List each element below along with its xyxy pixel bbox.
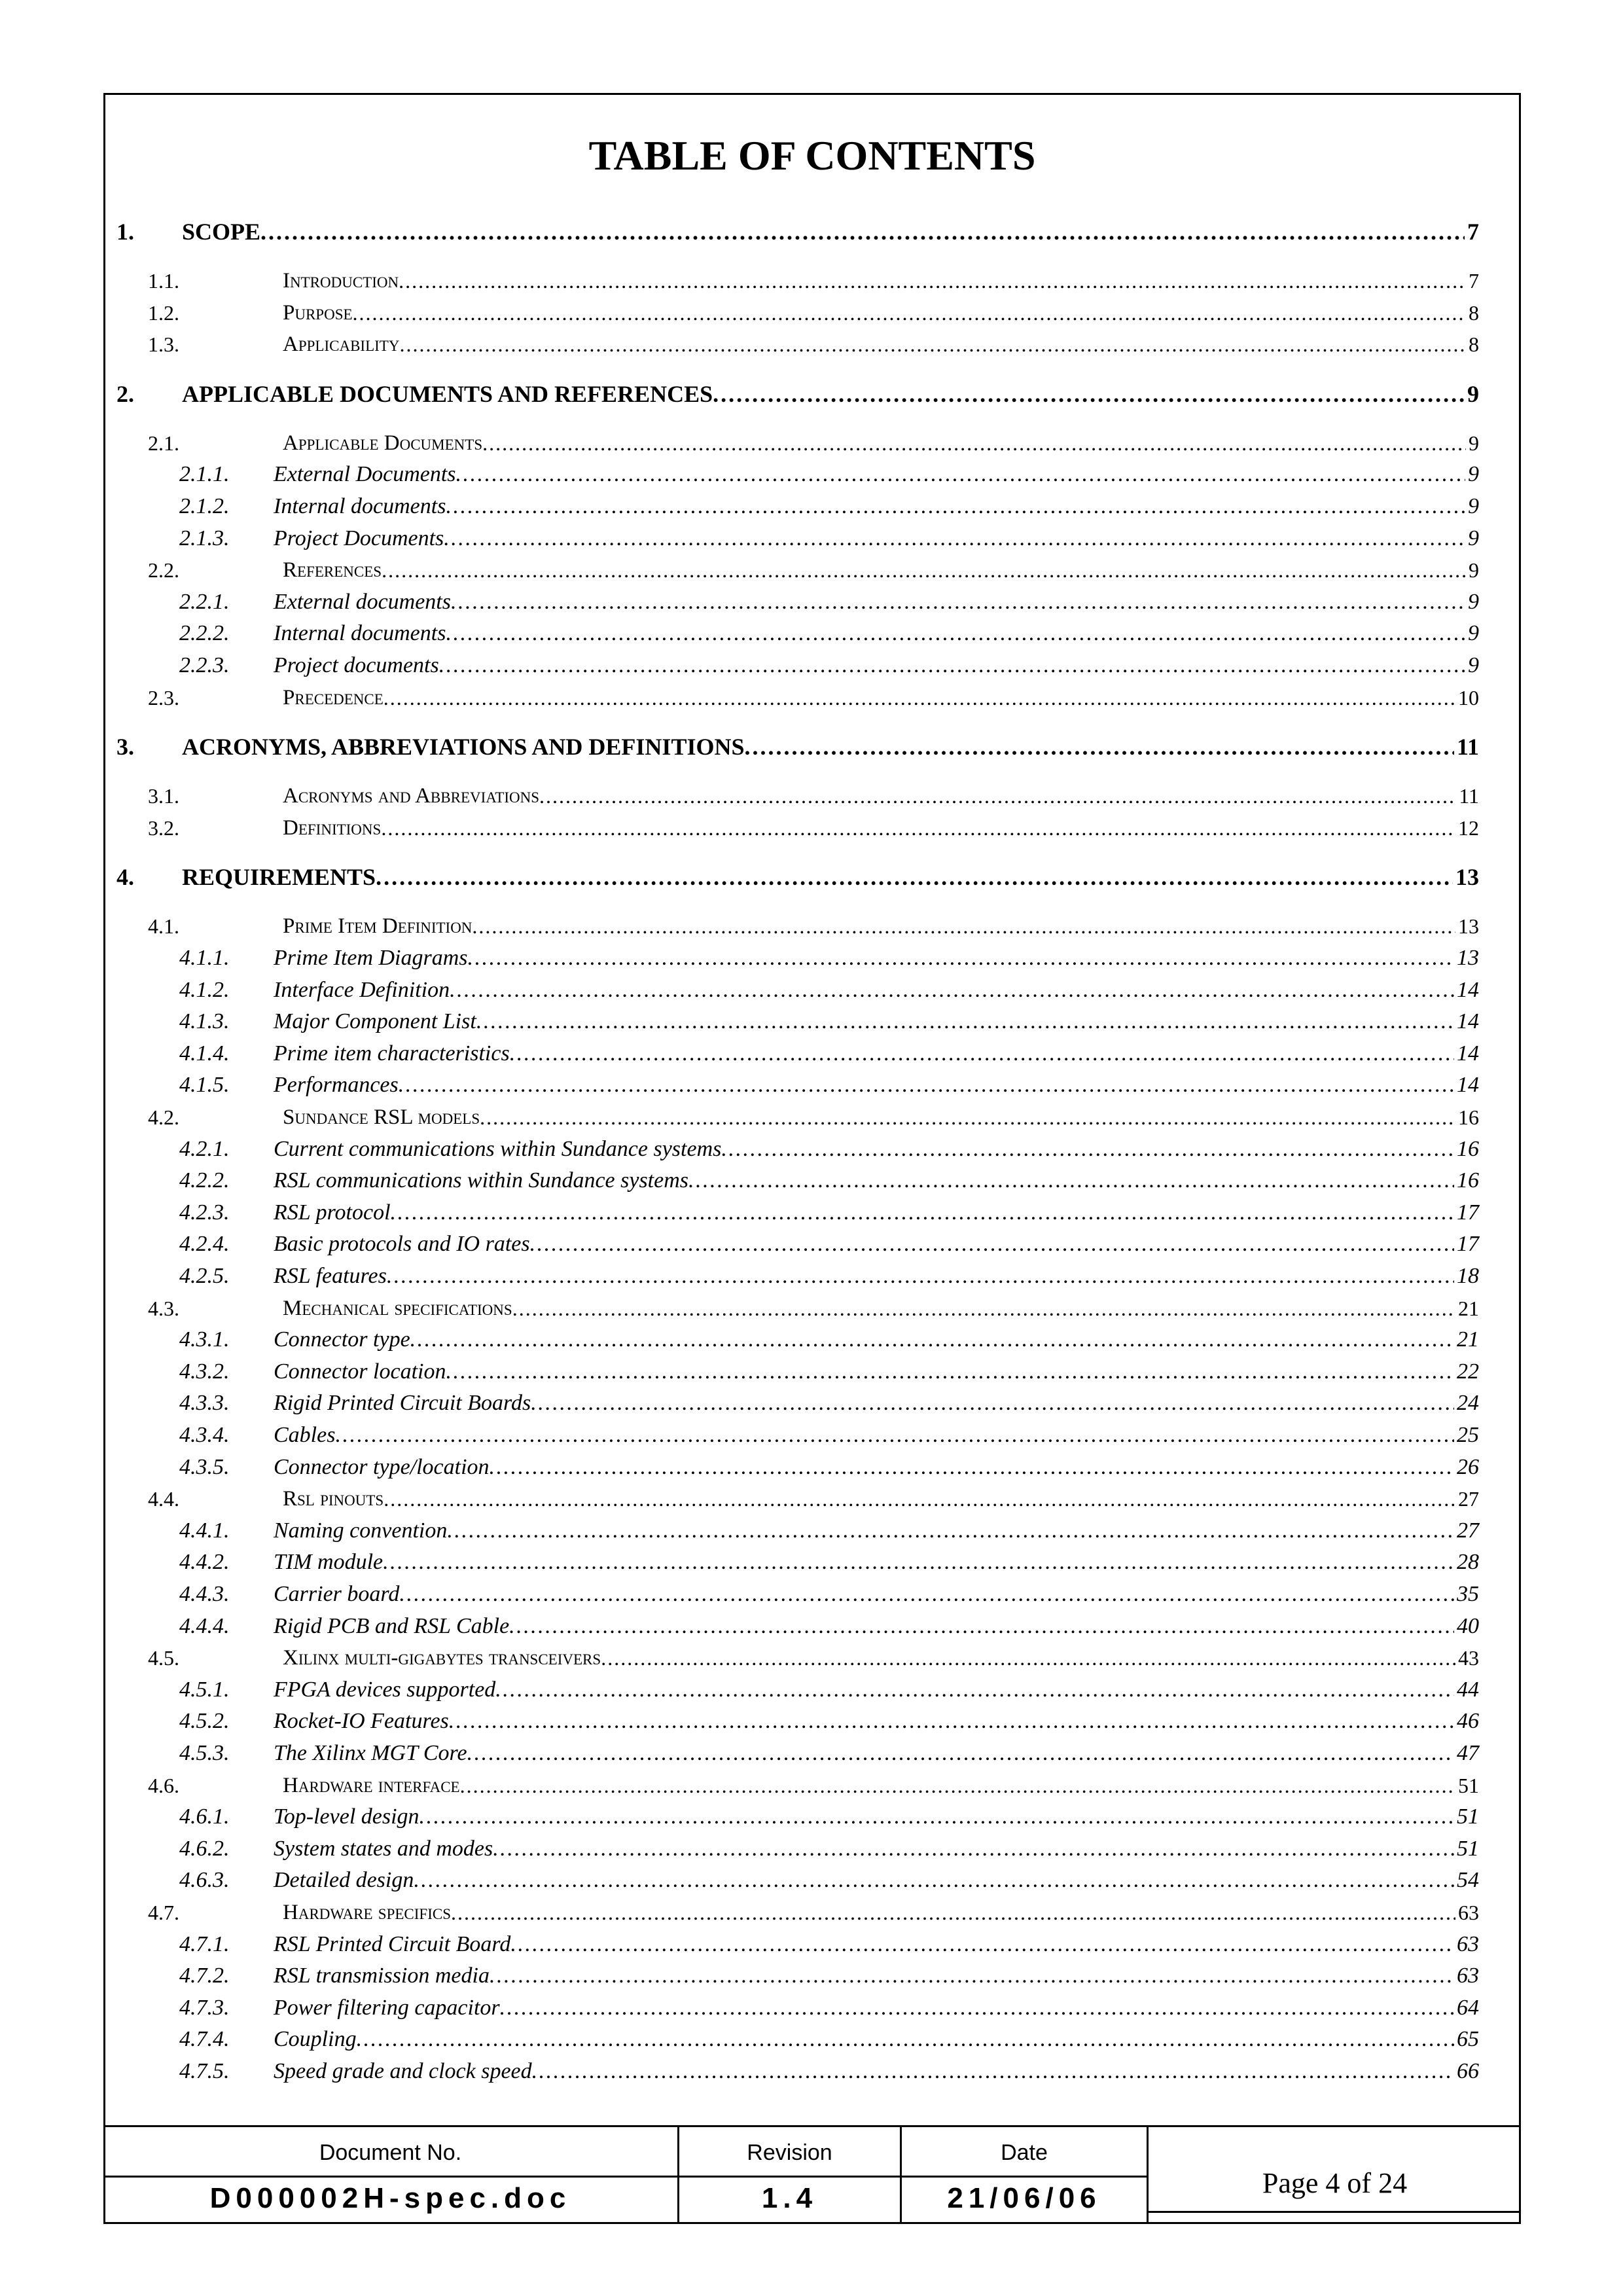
toc-entry-title: Interface Definition — [274, 977, 450, 1002]
toc-entry-title: SCOPE — [182, 219, 261, 245]
toc-entry-page: 44 — [1457, 1677, 1479, 1702]
toc-entry-page: 47 — [1457, 1741, 1479, 1765]
toc-entry-title: Naming convention — [274, 1518, 448, 1543]
toc-dot-leader — [391, 1198, 1454, 1228]
toc-entry[interactable] — [116, 2022, 1479, 2054]
toc-entry-page: 16 — [1458, 1105, 1479, 1129]
toc-entry[interactable] — [116, 1386, 1479, 1418]
toc-entry-title: External documents — [274, 589, 451, 614]
toc-entry[interactable] — [116, 1704, 1479, 1736]
footer-divider — [1149, 2211, 1521, 2213]
toc-dot-leader — [335, 1420, 1454, 1450]
toc-entry[interactable] — [116, 552, 1479, 585]
toc-entry-page: 21 — [1457, 1327, 1479, 1352]
toc-entry-number: 4.3. — [148, 1296, 179, 1320]
toc-entry-number: 1.1. — [148, 269, 179, 293]
toc-entry-title: RSL transmission media — [274, 1964, 490, 1988]
toc-entry-title: Rigid PCB and RSL Cable — [274, 1613, 510, 1638]
toc-entry-number: 2.3. — [148, 685, 179, 709]
toc-dot-leader — [410, 1325, 1454, 1355]
toc-entry-title: The Xilinx MGT Core — [274, 1741, 467, 1765]
page-number-box — [1147, 2127, 1521, 2224]
toc-entry-title: Hardware specifics — [283, 1901, 452, 1924]
toc-entry-page: 64 — [1457, 1995, 1479, 2020]
toc-entry[interactable] — [116, 860, 1479, 893]
toc-entry-title: Carrier board — [274, 1582, 400, 1606]
toc-entry-page: 9 — [1468, 526, 1479, 550]
toc-entry-title: Major Component List — [274, 1009, 476, 1034]
toc-entry-page: 9 — [1469, 431, 1479, 455]
toc-entry-title: Purpose — [283, 300, 353, 325]
toc-entry[interactable] — [116, 1863, 1479, 1895]
toc-entry-title: Project documents — [274, 653, 439, 677]
toc-entry-title: System states and modes — [274, 1836, 493, 1861]
toc-entry-number: 3.2. — [148, 816, 179, 840]
toc-entry-page: 43 — [1458, 1646, 1479, 1670]
toc-entry-title: Current communications within Sundance systems — [274, 1136, 722, 1161]
toc-entry[interactable] — [116, 1768, 1479, 1801]
toc-entry-title: Prime item characteristics — [274, 1041, 510, 1066]
toc-entry-title: RSL Printed Circuit Board — [274, 1931, 511, 1956]
toc-entry[interactable] — [116, 1545, 1479, 1577]
toc-dot-leader — [480, 1102, 1455, 1132]
toc-entry[interactable] — [116, 457, 1479, 490]
document-number-label: Document No. — [319, 2140, 462, 2165]
toc-entry-number: 2.1. — [148, 431, 179, 455]
toc-entry-title: Coupling — [274, 2027, 357, 2052]
toc-entry-title: ACRONYMS, ABBREVIATIONS AND DEFINITIONS — [182, 734, 745, 761]
toc-entry-title: Detailed design — [274, 1868, 414, 1893]
toc-entry[interactable] — [116, 1418, 1479, 1450]
toc-entry-number: 4.3.3. — [179, 1391, 230, 1416]
toc-entry[interactable] — [116, 1736, 1479, 1768]
toc-entry-page: 63 — [1457, 1964, 1479, 1988]
revision-label: Revision — [747, 2140, 832, 2165]
toc-entry-page: 14 — [1457, 1041, 1479, 1066]
toc-entry[interactable] — [116, 1036, 1479, 1069]
toc-entry-page: 51 — [1458, 1773, 1479, 1797]
toc-entry-page: 16 — [1457, 1136, 1479, 1161]
toc-entry-number: 1. — [116, 219, 134, 245]
toc-entry-page: 9 — [1468, 621, 1479, 646]
toc-entry-number: 4.2.3. — [179, 1200, 230, 1225]
toc-entry-number: 2.2. — [148, 558, 179, 583]
toc-dot-leader — [721, 1134, 1454, 1164]
toc-entry[interactable] — [116, 1322, 1479, 1355]
toc-entry-title: Project Documents — [274, 526, 444, 550]
toc-entry-title: Prime Item Definition — [283, 914, 473, 939]
toc-entry[interactable] — [116, 1354, 1479, 1387]
toc-entry-number: 3.1. — [148, 784, 179, 808]
document-number-value: D000002H-spec.doc — [209, 2182, 571, 2214]
toc-entry[interactable] — [116, 810, 1479, 843]
toc-entry-title: Rsl pinouts — [283, 1487, 384, 1511]
document-footer — [103, 2125, 1521, 2224]
toc-entry[interactable] — [116, 1163, 1479, 1196]
toc-entry-number: 4.7.5. — [179, 2059, 230, 2083]
toc-entry[interactable] — [116, 1100, 1479, 1132]
toc-entry-number: 3. — [116, 734, 134, 761]
toc-dot-leader — [446, 619, 1465, 649]
toc-entry-title: Introduction — [283, 269, 399, 293]
toc-dot-leader — [530, 1229, 1454, 1259]
toc-entry-number: 4.1.3. — [179, 1009, 230, 1034]
toc-dot-leader — [399, 266, 1466, 296]
toc-entry-title: REQUIREMENTS — [182, 864, 376, 891]
toc-dot-leader — [450, 975, 1454, 1005]
toc-entry-number: 4.2.5. — [179, 1264, 230, 1288]
toc-entry-page: 9 — [1469, 558, 1479, 583]
toc-entry-title: Internal documents — [274, 494, 446, 518]
toc-entry-page: 13 — [1457, 946, 1479, 970]
toc-entry[interactable] — [116, 1227, 1479, 1259]
toc-dot-leader — [510, 1929, 1454, 1960]
toc-entry-title: Top-level design — [274, 1804, 419, 1829]
footer-document-cell — [103, 2127, 679, 2224]
toc-dot-leader — [472, 911, 1455, 941]
toc-entry[interactable] — [116, 1640, 1479, 1673]
toc-entry-page: 54 — [1457, 1868, 1479, 1893]
toc-entry-title: RSL communications within Sundance systems — [274, 1168, 688, 1193]
toc-entry-page: 22 — [1457, 1359, 1479, 1384]
toc-entry-number: 4.7.4. — [179, 2027, 230, 2052]
toc-dot-leader — [444, 524, 1465, 554]
toc-dot-leader — [382, 555, 1466, 585]
toc-entry-page: 21 — [1458, 1296, 1479, 1320]
toc-entry-number: 2. — [116, 380, 134, 407]
toc-entry-number: 4.4.2. — [179, 1550, 230, 1575]
toc-dot-leader — [414, 1865, 1454, 1895]
toc-entry[interactable] — [116, 1672, 1479, 1705]
toc-entry[interactable] — [116, 941, 1479, 973]
toc-entry-title: Applicability — [283, 332, 400, 357]
toc-entry-page: 66 — [1457, 2059, 1479, 2083]
toc-entry-title: Sundance RSL models — [283, 1105, 480, 1129]
toc-dot-leader — [744, 731, 1454, 762]
toc-entry-number: 4.3.4. — [179, 1423, 230, 1447]
toc-entry-page: 7 — [1469, 269, 1479, 293]
toc-entry[interactable] — [116, 1132, 1479, 1164]
toc-entry-number: 4.5.3. — [179, 1741, 230, 1765]
toc-entry[interactable] — [116, 973, 1479, 1005]
toc-entry-title: TIM module — [274, 1550, 383, 1575]
toc-dot-leader — [419, 1802, 1454, 1832]
toc-dot-leader — [451, 1897, 1455, 1928]
toc-dot-leader — [383, 683, 1455, 713]
toc-entry[interactable] — [116, 648, 1479, 681]
toc-entry-page: 14 — [1457, 977, 1479, 1002]
toc-entry-page: 9 — [1467, 380, 1479, 407]
toc-dot-leader — [376, 861, 1453, 893]
toc-entry-number: 4.4. — [148, 1487, 179, 1511]
toc-entry-page: 13 — [1455, 864, 1479, 891]
toc-entry-title: RSL protocol — [274, 1200, 391, 1225]
toc-entry-title: Performances — [274, 1073, 399, 1098]
toc-entry-number: 4.7. — [148, 1901, 179, 1924]
toc-entry-title: Connector type — [274, 1327, 410, 1352]
toc-entry-number: 1.2. — [148, 300, 179, 325]
toc-dot-leader — [353, 298, 1466, 328]
toc-entry[interactable] — [116, 778, 1479, 811]
toc-entry-page: 24 — [1457, 1391, 1479, 1416]
toc-entry-number: 4.3.2. — [179, 1359, 230, 1384]
toc-entry-page: 13 — [1458, 914, 1479, 939]
toc-entry-number: 4.1.2. — [179, 977, 230, 1002]
toc-entry-number: 4.6.2. — [179, 1836, 230, 1861]
toc-heading: TABLE OF CONTENTS — [588, 132, 1036, 179]
toc-entry-number: 4.4.1. — [179, 1518, 230, 1543]
toc-dot-leader — [451, 587, 1465, 617]
toc-entry-title: Mechanical specifications — [283, 1296, 512, 1320]
page-number: Page 4 of 24 — [1262, 2167, 1408, 2199]
toc-entry-number: 1.3. — [148, 332, 179, 357]
toc-entry-page: 17 — [1457, 1232, 1479, 1257]
toc-dot-leader — [539, 781, 1456, 811]
toc-entry-page: 11 — [1459, 784, 1479, 808]
toc-dot-leader — [490, 1452, 1454, 1482]
toc-entry-page: 14 — [1457, 1073, 1479, 1098]
toc-entry[interactable] — [116, 1067, 1479, 1100]
toc-entry-title: Applicable Documents — [283, 431, 483, 455]
toc-entry-title: RSL features — [274, 1264, 387, 1288]
toc-entry-title: Hardware interface — [283, 1773, 460, 1797]
toc-entry[interactable] — [116, 489, 1479, 522]
toc-dot-leader — [509, 1611, 1454, 1641]
toc-entry-page: 35 — [1457, 1582, 1479, 1606]
footer-divider — [902, 2176, 1147, 2178]
toc-entry-number: 4.3.5. — [179, 1454, 230, 1479]
toc-entry-page: 26 — [1457, 1454, 1479, 1479]
toc-entry-page: 11 — [1456, 734, 1479, 761]
toc-entry-number: 4. — [116, 864, 134, 891]
toc-entry-page: 9 — [1468, 653, 1479, 677]
toc-entry-title: Rocket-IO Features — [274, 1709, 449, 1734]
toc-dot-leader — [399, 329, 1466, 359]
toc-entry-number: 4.2.4. — [179, 1232, 230, 1257]
toc-entry-number: 2.1.2. — [179, 494, 230, 518]
toc-entry[interactable] — [116, 1291, 1479, 1323]
toc-dot-leader — [468, 943, 1454, 973]
revision-value: 1.4 — [761, 2182, 818, 2214]
toc-entry[interactable] — [116, 215, 1479, 247]
toc-entry-page: 9 — [1468, 462, 1479, 487]
toc-entry-page: 65 — [1457, 2027, 1479, 2052]
toc-dot-leader — [512, 1293, 1455, 1323]
toc-dot-leader — [399, 1579, 1454, 1609]
toc-dot-leader — [387, 1261, 1454, 1291]
toc-entry-page: 28 — [1457, 1550, 1479, 1575]
toc-entry-page: 10 — [1458, 685, 1479, 709]
toc-entry[interactable] — [116, 1895, 1479, 1928]
toc-entry-number: 4.6. — [148, 1773, 179, 1797]
toc-dot-leader — [495, 1675, 1454, 1705]
toc-entry[interactable] — [116, 327, 1479, 359]
toc-entry[interactable] — [116, 1450, 1479, 1482]
toc-dot-leader — [439, 651, 1465, 681]
toc-entry[interactable] — [116, 263, 1479, 296]
toc-entry-page: 63 — [1457, 1931, 1479, 1956]
toc-entry[interactable] — [116, 1259, 1479, 1291]
toc-entry-page: 27 — [1458, 1487, 1479, 1511]
toc-entry-page: 9 — [1468, 589, 1479, 614]
toc-dot-leader — [500, 1993, 1454, 2023]
toc-entry[interactable] — [116, 1831, 1479, 1864]
toc-dot-leader — [399, 1070, 1454, 1100]
toc-entry-number: 2.2.3. — [179, 653, 230, 677]
toc-entry-number: 4.7.3. — [179, 1995, 230, 2020]
toc-entry[interactable] — [116, 1577, 1479, 1609]
toc-entry-page: 63 — [1458, 1901, 1479, 1924]
toc-entry-number: 4.6.3. — [179, 1868, 230, 1893]
toc-dot-leader — [493, 1834, 1454, 1864]
toc-entry[interactable] — [116, 1513, 1479, 1546]
toc-entry-page: 16 — [1457, 1168, 1479, 1193]
toc-entry-title: Definitions — [283, 816, 382, 840]
toc-entry-number: 4.5.1. — [179, 1677, 230, 1702]
toc-entry[interactable] — [116, 908, 1479, 941]
toc-entry-number: 4.1.5. — [179, 1073, 230, 1098]
toc-entry[interactable] — [116, 1609, 1479, 1641]
toc-entry[interactable] — [116, 730, 1479, 762]
toc-entry-number: 2.2.2. — [179, 621, 230, 646]
toc-entry[interactable] — [116, 295, 1479, 328]
toc-dot-leader — [449, 1706, 1454, 1736]
toc-entry-page: 8 — [1469, 300, 1479, 325]
toc-entry-title: APPLICABLE DOCUMENTS AND REFERENCES — [182, 380, 713, 407]
toc-entry-title: Connector type/location — [274, 1454, 490, 1479]
toc-entry-number: 4.6.1. — [179, 1804, 230, 1829]
toc-entry-number: 4.3.1. — [179, 1327, 230, 1352]
toc-dot-leader — [383, 1547, 1454, 1577]
toc-entry-number: 2.1.1. — [179, 462, 230, 487]
toc-entry-title: Connector location — [274, 1359, 446, 1384]
toc-entry-title: Rigid Printed Circuit Boards — [274, 1391, 531, 1416]
toc-entry-title: Speed grade and clock speed — [274, 2059, 532, 2083]
toc-dot-leader — [601, 1643, 1455, 1673]
toc-entry-page: 46 — [1457, 1709, 1479, 1734]
toc-dot-leader — [456, 459, 1465, 490]
toc-entry[interactable] — [116, 521, 1479, 554]
toc-entry-number: 4.4.4. — [179, 1613, 230, 1638]
toc-entry-number: 4.2.1. — [179, 1136, 230, 1161]
toc-entry-number: 2.2.1. — [179, 589, 230, 614]
toc-entry-title: Internal documents — [274, 621, 446, 646]
toc-dot-leader — [510, 1039, 1454, 1069]
date-label: Date — [1001, 2140, 1048, 2165]
toc-entry-page: 7 — [1467, 219, 1479, 245]
toc-entry-page: 27 — [1457, 1518, 1479, 1543]
toc-dot-leader — [531, 1388, 1454, 1418]
toc-entry-title: Cables — [274, 1423, 336, 1447]
toc-entry-page: 40 — [1457, 1613, 1479, 1638]
toc-entry-title: FPGA devices supported — [274, 1677, 496, 1702]
toc-dot-leader — [447, 1516, 1454, 1546]
toc-entry-number: 4.2.2. — [179, 1168, 230, 1193]
toc-entry[interactable] — [116, 1958, 1479, 1991]
toc-entry[interactable] — [116, 2054, 1479, 2087]
footer-revision-cell — [679, 2127, 902, 2224]
toc-entry-title: Basic protocols and IO rates — [274, 1232, 530, 1257]
toc-entry[interactable] — [116, 377, 1479, 410]
toc-dot-leader — [482, 428, 1466, 458]
toc-entry-page: 17 — [1457, 1200, 1479, 1225]
toc-entry-page: 12 — [1458, 816, 1479, 840]
toc-dot-leader — [383, 1484, 1455, 1514]
toc-entry[interactable] — [116, 584, 1479, 617]
toc-entry-number: 4.2. — [148, 1105, 179, 1129]
toc-entry-number: 4.1.4. — [179, 1041, 230, 1066]
toc-entry-title: Precedence — [283, 685, 383, 709]
toc-entry-number: 4.1.1. — [179, 946, 230, 970]
toc-entry[interactable] — [116, 425, 1479, 458]
toc-entry-page: 9 — [1468, 494, 1479, 518]
toc-entry[interactable] — [116, 1990, 1479, 2023]
toc-entry-page: 14 — [1457, 1009, 1479, 1034]
toc-entry-page: 8 — [1469, 332, 1479, 357]
toc-entry-number: 4.7.1. — [179, 1931, 230, 1956]
toc-dot-leader — [532, 2056, 1454, 2087]
toc-entry-number: 4.5. — [148, 1646, 179, 1670]
toc-dot-leader — [446, 492, 1465, 522]
toc-dot-leader — [713, 378, 1465, 410]
toc-dot-leader — [460, 1770, 1455, 1801]
toc-entry-title: Prime Item Diagrams — [274, 946, 468, 970]
toc-entry-number: 2.1.3. — [179, 526, 230, 550]
toc-entry-page: 51 — [1457, 1804, 1479, 1829]
toc-entry-title: Xilinx multi-gigabytes transceivers — [283, 1646, 601, 1670]
toc-entry[interactable] — [116, 1799, 1479, 1832]
toc-entry-number: 4.1. — [148, 914, 179, 939]
toc-dot-leader — [260, 216, 1465, 247]
date-value: 21/06/06 — [947, 2182, 1101, 2214]
toc-dot-leader — [688, 1166, 1454, 1196]
toc-entry-page: 18 — [1457, 1264, 1479, 1288]
toc-entry-page: 51 — [1457, 1836, 1479, 1861]
toc-entry-number: 4.5.2. — [179, 1709, 230, 1734]
toc-dot-leader — [357, 2024, 1454, 2054]
toc-entry[interactable] — [116, 1927, 1479, 1960]
toc-entry[interactable] — [116, 616, 1479, 649]
toc-entry[interactable] — [116, 1481, 1479, 1514]
toc-dot-leader — [381, 813, 1455, 843]
footer-divider — [679, 2176, 900, 2178]
toc-entry-title: References — [283, 558, 382, 583]
toc-entry-page: 25 — [1457, 1423, 1479, 1447]
toc-entry-title: External Documents — [274, 462, 456, 487]
toc-entry-title: Power filtering capacitor — [274, 1995, 500, 2020]
toc-dot-leader — [467, 1738, 1454, 1768]
toc-entry[interactable] — [116, 1195, 1479, 1228]
toc-dot-leader — [476, 1007, 1454, 1037]
toc-entry[interactable] — [116, 1004, 1479, 1037]
footer-divider — [103, 2176, 677, 2178]
toc-entry-number: 4.7.2. — [179, 1964, 230, 1988]
toc-dot-leader — [446, 1357, 1454, 1387]
toc-entry-number: 4.4.3. — [179, 1582, 230, 1606]
toc-entry-title: Acronyms and Abbreviations — [283, 784, 540, 808]
footer-date-cell — [902, 2127, 1147, 2224]
toc-dot-leader — [490, 1961, 1454, 1991]
toc-entry[interactable] — [116, 680, 1479, 713]
